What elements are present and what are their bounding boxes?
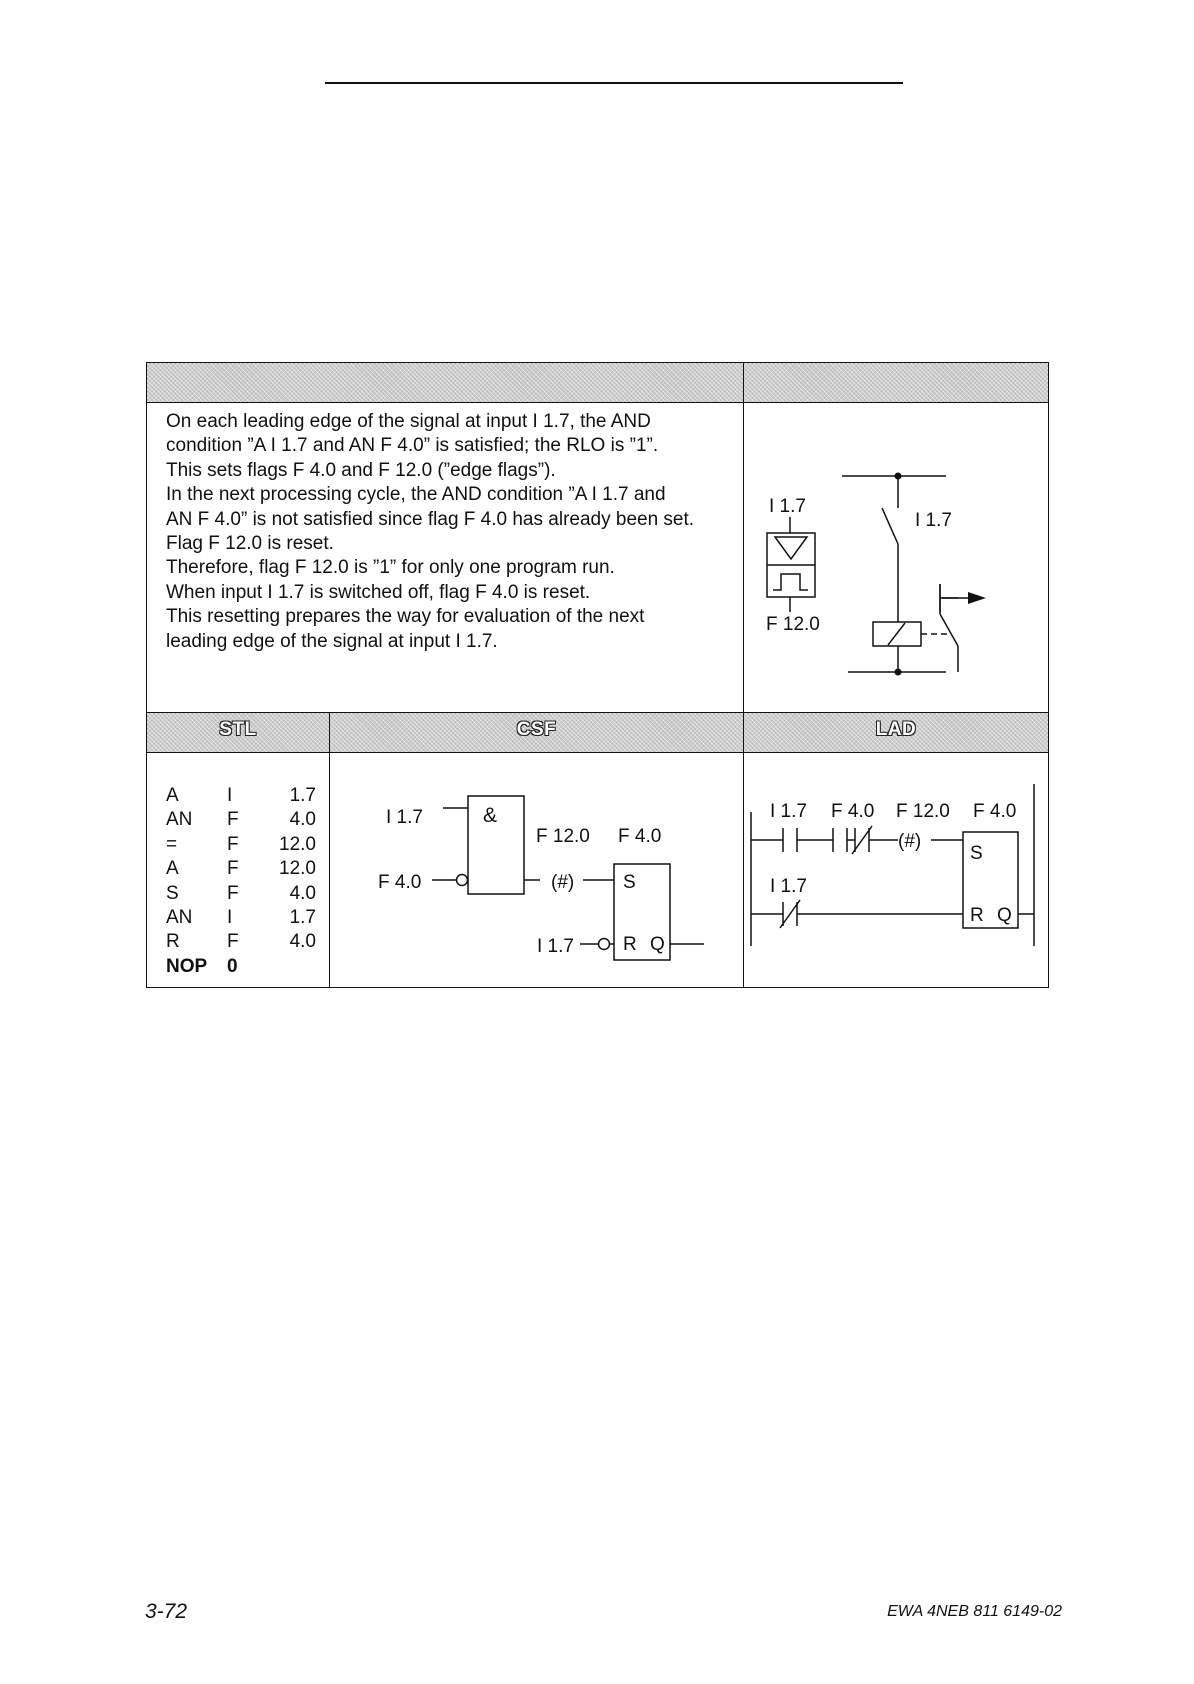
description-line: Flag F 12.0 is reset.	[166, 533, 334, 555]
arrow-icon	[968, 592, 986, 604]
csf-hash: (#)	[551, 872, 575, 893]
csf-set: S	[623, 872, 636, 893]
document-id: EWA 4NEB 811 6149-02	[887, 1603, 1062, 1620]
circuit-input-label: I 1.7	[769, 496, 806, 517]
stl-addr: 1.7	[289, 906, 316, 928]
lad-contact-1: I 1.7	[770, 801, 807, 822]
lad-contact-3: F 12.0	[896, 801, 950, 822]
stl-op: S	[166, 882, 179, 904]
circuit-diagram	[744, 404, 1048, 712]
csf-diagram	[330, 754, 743, 987]
stl-addr: 1.7	[289, 785, 316, 806]
description-line: leading edge of the signal at input I 1.7.	[166, 630, 498, 652]
stl-op: =	[166, 833, 178, 855]
negation-circle	[599, 939, 610, 950]
stl-addr: 4.0	[289, 931, 316, 953]
description-line: Therefore, flag F 12.0 is ”1” for only one program run.	[166, 557, 615, 579]
description-line: This sets flags F 4.0 and F 12.0 (”edge flags”).	[166, 459, 556, 481]
stl-row	[166, 857, 316, 881]
lad-hash: (#)	[898, 831, 922, 852]
lad-contact-2: F 4.0	[831, 801, 875, 822]
stl-addr: 12.0	[279, 858, 316, 880]
lad-set: S	[970, 843, 983, 864]
description-line: When input I 1.7 is switched off, flag F 4.0 is reset.	[166, 581, 591, 603]
stl-op: AN	[166, 906, 193, 928]
csf-reset-input: I 1.7	[537, 936, 574, 957]
page-number: 3-72	[145, 1600, 188, 1623]
csf-flag-2: F 4.0	[618, 826, 662, 847]
stl-listing	[166, 784, 316, 979]
lad-reset: R	[970, 905, 984, 926]
stl-op: R	[166, 931, 180, 953]
stl-type: F	[227, 882, 239, 904]
stl-type: F	[227, 809, 239, 831]
stl-row	[166, 808, 316, 832]
csf-q: Q	[650, 934, 665, 955]
stl-addr: 12.0	[279, 833, 316, 855]
stl-type: I	[227, 906, 233, 928]
pulse-icon	[773, 574, 808, 590]
lad-contact-5: I 1.7	[770, 876, 807, 897]
csf-flag-1: F 12.0	[536, 826, 590, 847]
negation-circle	[457, 875, 468, 886]
description-line: condition ”A I 1.7 and AN F 4.0” is satisfied; the RLO is ”1”.	[166, 435, 659, 457]
csf-reset: R	[623, 934, 637, 955]
lad-header: LAD	[875, 719, 917, 740]
stl-row	[166, 906, 316, 930]
stl-type: F	[227, 833, 239, 855]
csf-input-2: F 4.0	[378, 872, 422, 893]
csf-input-1: I 1.7	[386, 807, 423, 828]
stl-op: NOP	[166, 955, 208, 977]
stl-row	[166, 930, 316, 954]
stl-op: A	[166, 858, 179, 880]
stl-type: I	[227, 785, 233, 806]
description-line: On each leading edge of the signal at input I 1.7, the AND	[166, 411, 651, 432]
stl-type: F	[227, 931, 239, 953]
stl-row	[166, 784, 316, 808]
lad-q: Q	[997, 905, 1012, 926]
stl-row	[166, 833, 316, 857]
stl-header: STL	[219, 719, 257, 740]
stl-row	[166, 882, 316, 906]
upper-header-bar	[147, 363, 1048, 403]
description-line: In the next processing cycle, the AND condition ”A I 1.7 and	[166, 484, 666, 506]
lad-diagram	[744, 754, 1048, 987]
triangle-icon	[775, 537, 807, 559]
stl-type: 0	[227, 955, 238, 977]
description-text	[166, 410, 746, 654]
stl-addr: 4.0	[289, 809, 316, 831]
stl-op: A	[166, 785, 179, 806]
circuit-output-label: F 12.0	[766, 614, 820, 635]
description-line: AN F 4.0” is not satisfied since flag F 4.0 has already been set.	[166, 508, 695, 530]
csf-header: CSF	[516, 719, 557, 740]
top-rule	[325, 82, 903, 84]
stl-row	[166, 955, 316, 979]
circuit-switch-label: I 1.7	[915, 510, 952, 531]
stl-type: F	[227, 858, 239, 880]
and-symbol: &	[483, 804, 498, 827]
stl-addr: 4.0	[289, 882, 316, 904]
stl-op: AN	[166, 809, 193, 831]
description-line: This resetting prepares the way for evaluation of the next	[166, 606, 645, 628]
lad-coil-label: F 4.0	[973, 801, 1017, 822]
